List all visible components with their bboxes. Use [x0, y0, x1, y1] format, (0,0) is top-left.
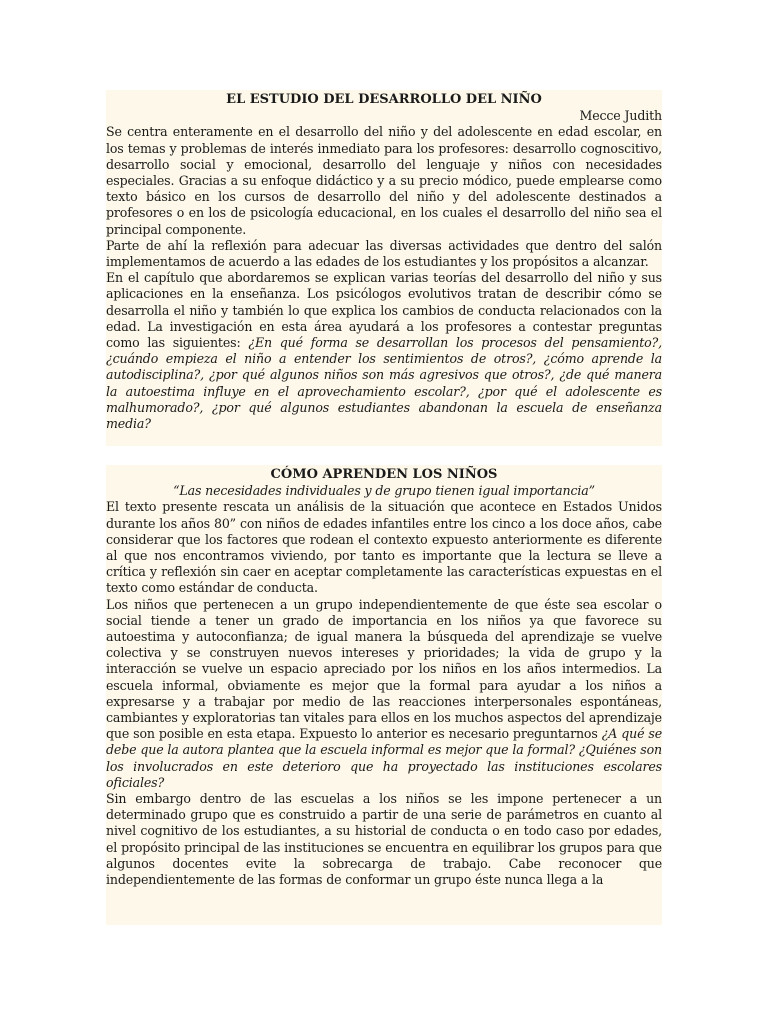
paragraph-3-text: En el capítulo que abordaremos se explican varias teorías del desarrollo del niño y sus aplicaciones en la enseñanza. Los psicólogos evolutivos tratan de describir cómo se desarrolla el niño y también lo que explica los cambios de conducta relacionados con la edad. La investigación en esta área ayudará a los profesores a contestar preguntas como las siguientes:	[106, 270, 662, 351]
paragraph-1: El texto presente rescata un análisis de la situación que acontece en Estados Unidos durante los años 80” con niños de edades infantiles entre los cinco a los doce años, cabe considerar que los factores que rodean el contexto expuesto anteriormente es diferente al que nos encontramos viviendo, por tanto es importante que la lectura se lleve a crítica y reflexión sin caer en aceptar completamente las características expuestas en el texto como estándar de conducta.	[106, 499, 662, 596]
paragraph-2-text: Los niños que pertenecen a un grupo independientemente de que éste sea escolar o social tiende a tener un grado de importancia en los niños ya que favorece su autoestima y autoconfianza; de igual manera la búsqueda del aprendizaje se vuelve colectiva y se construyen nuevos intereses y prioridades; la vida de grupo y la interacción se vuelve un espacio apreciado por los niños en los años intermedios. La escuela informal, obviamente es mejor que la formal para ayudar a los niños a expresarse y a trabajar por medio de las reacciones interpersonales espontáneas, cambiantes y exploratorias tan vitales para ellos en los muchos aspectos del aprendizaje que son posible en esta etapa. Expuesto lo anterior es necesario preguntarnos	[106, 596, 662, 742]
paragraph-3	[106, 270, 662, 432]
paragraph-2: Parte de ahí la reflexión para adecuar las diversas actividades que dentro del salón implementamos de acuerdo a las edades de los estudiantes y los propósitos a alcanzar.	[106, 237, 662, 270]
paragraph-2	[106, 597, 662, 791]
paragraph-1: Se centra enteramente en el desarrollo del niño y del adolescente en edad escolar, en los temas y problemas de interés inmediato para los profesores: desarrollo cognoscitivo, desarrollo social y emocional, desarrollo del lenguaje y niños con necesidades especiales. Gracias a su enfoque didáctico y a su precio módico, puede emplearse como texto básico en los cursos de desarrollo del niño y del adolescente destinados a profesores o en los de psicología educacional, en los cuales el desarrollo del niño sea el principal componente.	[106, 124, 662, 237]
author-name: Mecce Judith	[579, 108, 662, 124]
section-title: CÓMO APRENDEN LOS NIÑOS	[270, 467, 498, 482]
section-como-aprenden	[106, 465, 662, 925]
section-title: EL ESTUDIO DEL DESARROLLO DEL NIÑO	[226, 92, 542, 107]
paragraph-3: Sin embargo dentro de las escuelas a los niños se les impone pertenecer a un determinado grupo que es construido a partir de una serie de parámetros en cuanto al nivel cognitivo de los estudiantes, a su historial de conducta o en todo caso por edades, el propósito principal de las instituciones se encuentra en equilibrar los grupos para que algunos docentes evite la sobrecarga de trabajo. Cabe reconocer que independientemente de las formas de conformar un grupo éste nunca llega a la	[106, 791, 662, 888]
paragraph-3-questions: ¿En qué forma se desarrollan los procesos del pensamiento?, ¿cuándo empieza el niño a entender los sentimientos de otros?, ¿cómo aprende la autodisciplina?, ¿por qué algunos niños son más agresivos que otros?, ¿de qué manera la autoestima influye en el aprovechamiento escolar?, ¿por qué el adolescente es malhumorado?, ¿por qué algunos estudiantes abandonan la escuela de enseñanza media?	[106, 335, 663, 432]
section-subtitle: “Las necesidades individuales y de grupo tienen igual importancia”	[173, 483, 595, 499]
section-desarrollo-nino	[106, 90, 662, 446]
paragraph-2-questions: ¿A qué se debe que la autora plantea que la escuela informal es mejor que la formal? ¿Quiénes son los involucrados en este deterioro que ha proyectado las instituciones escolares oficiales?	[106, 726, 663, 790]
